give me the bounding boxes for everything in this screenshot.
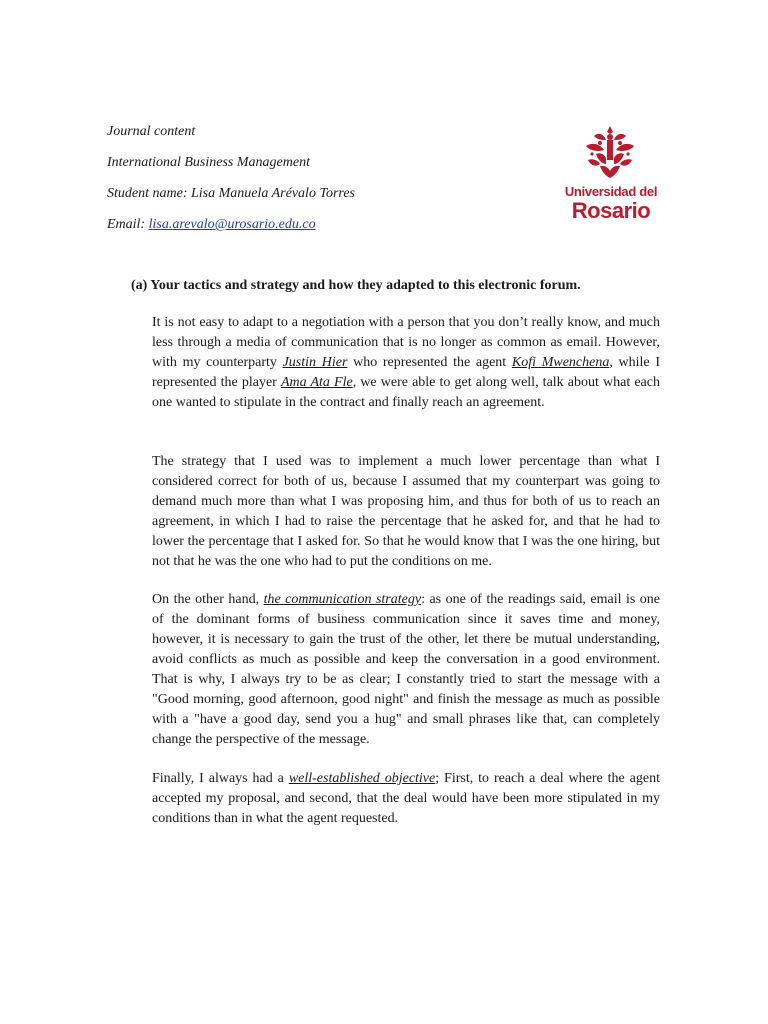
- agent-name: Kofi Mwenchena: [511, 355, 610, 370]
- paragraph-text: Finally, I always had a: [152, 771, 289, 786]
- paragraph-text: : as one of the readings said, email is one of the dominant forms of business communication since it saves time and money, however, it is necessary to gain the trust of the other, let there be mutual understanding, avoid conflicts as much as possible and keep the conversation in a good environment. That is why, I always try to be as clear; I constantly tried to start the message with a "Good morning, good afternoon, good night" and finish the message as much as possible with a "have a good day, send you a hug" and small phrases like that, can completely change the perspective of the message.: [152, 592, 660, 747]
- paragraph-communication: [152, 590, 660, 750]
- player-name: Ama Ata Fle: [280, 375, 353, 390]
- paragraph-text: , we were able to get along well, talk about what each one wanted to stipulate in the contract and finally reach an agreement.: [152, 375, 660, 410]
- student-name-line: [107, 185, 355, 203]
- section-heading: (a) Your tactics and strategy and how they adapted to this electronic forum.: [131, 278, 581, 293]
- logo-text-universidad: Universidad del: [564, 184, 658, 199]
- counterparty-name: Justin Hier: [282, 355, 348, 370]
- university-logo: [562, 124, 660, 232]
- paragraph-text: , while I represented the player: [152, 355, 660, 390]
- email-line: [107, 216, 316, 234]
- objective-term: well-established objective: [288, 771, 436, 786]
- course-name: International Business Management: [107, 155, 310, 170]
- communication-strategy-term: the communication strategy: [263, 592, 422, 607]
- paragraph-text: On the other hand,: [152, 592, 264, 607]
- paragraph-objective: [152, 769, 660, 829]
- logo-text-rosario: Rosario: [571, 198, 651, 223]
- paragraph-text: It is not easy to adapt to a negotiation with a person that you don’t really know, and much less through a media of communication that is no longer as common as email. However, with my counterparty: [152, 315, 660, 370]
- paragraph-strategy: The strategy that I used was to implement a much lower percentage than what I considered correct for both of us, because I assumed that my counterpart was going to demand much more than what I was proposing him, and thus for both of us to reach an agreement, in which I had to raise the percentage that he asked for, and that he had to lower the percentage that I asked for. So that he would know that I was the one hiring, but not that he was the one who had to put the conditions on me.: [152, 454, 660, 569]
- university-emblem-icon: [580, 124, 640, 180]
- paragraph-text: ; First, to reach a deal where the agent accepted my proposal, and second, that the deal would have been more stipulated in my conditions than in what the agent requested.: [152, 771, 660, 826]
- journal-label: Journal content: [107, 124, 196, 139]
- email-label: Email:: [107, 217, 146, 232]
- paragraph-text: who represented the agent: [347, 355, 512, 370]
- paragraph-tactics: [152, 313, 660, 413]
- student-name-label: Student name:: [107, 186, 188, 201]
- student-name-value: Lisa Manuela Arévalo Torres: [190, 186, 355, 201]
- email-link[interactable]: lisa.arevalo@urosario.edu.co: [148, 217, 316, 232]
